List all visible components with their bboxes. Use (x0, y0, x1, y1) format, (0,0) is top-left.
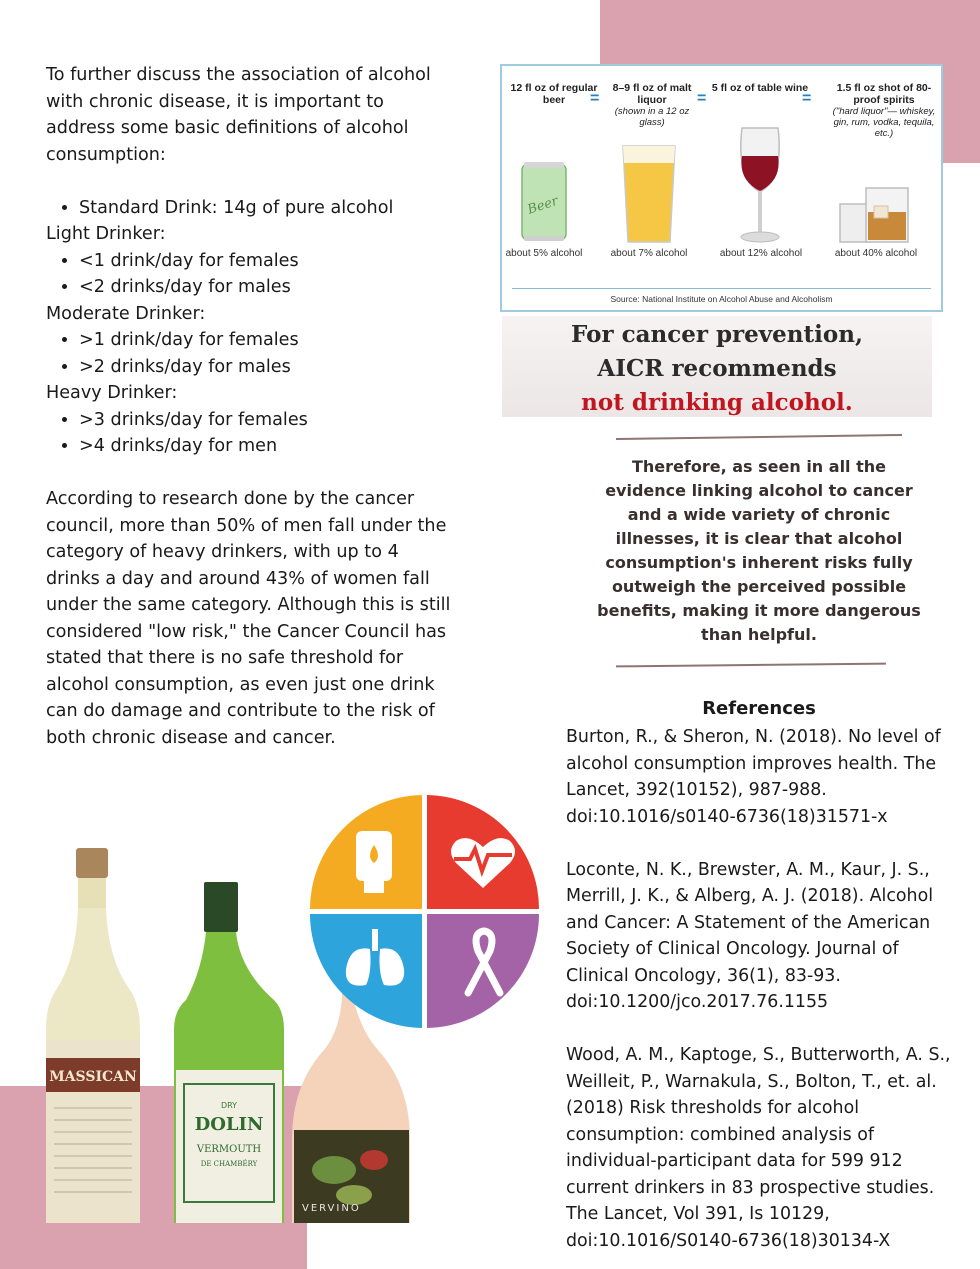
shot-glass-icon (840, 188, 908, 242)
drink-title: 12 fl oz of regular beer (510, 82, 598, 106)
vermouth-bottle-icon (174, 882, 284, 1223)
standard-drink-infographic (500, 64, 943, 312)
conclusion-paragraph: Therefore, as seen in all the evidence linking alcohol to cancer and a wide variety of chronic illnesses, it is clear that alcohol consumption's inherent risks fully outweigh the perceived possible benefits, making it more dangerous than helpful. (597, 457, 921, 644)
aicr-line-3: not drinking alcohol. (581, 389, 853, 416)
standard-drink-list (46, 195, 458, 222)
aicr-line-2: AICR recommends (597, 355, 837, 382)
source-caption: Source: National Institute on Alcohol Abuse and Alcoholism (610, 294, 833, 304)
reference-entry: Wood, A. M., Kaptoge, S., Butterworth, A. S., Weilleit, P., Warnakula, S., Bolton, T., et. al. (2018) Risk thresholds for alcohol consumption: combined analysis of individual-participant data for 599 912 current drinkers in 83 prospective studies. The Lancet, Vol 391, Is 10129, doi:10.1016/S0140-6736(18)30134-X (566, 1045, 951, 1251)
awareness-ribbon-icon (427, 914, 539, 1028)
heart-rate-icon (427, 795, 539, 909)
equals-sign: = (590, 90, 600, 107)
svg-text:DOLIN: DOLIN (194, 1114, 264, 1135)
research-paragraph: According to research done by the cancer council, more than 50% of men fall under the category of heavy drinkers, with up to 4 drinks a day and around 43% of women fall under the same category. Although this is still considered "low risk," the Cancer Council has stated that there is no safe threshold for alcohol consumption, as even just one drink can do damage and contribute to the risk of both chronic disease and cancer. (46, 489, 451, 748)
drink-title: 8–9 fl oz of malt liquor (612, 82, 692, 106)
list-item: • >4 drinks/day for men (79, 433, 458, 460)
category-heading-moderate: Moderate Drinker: (46, 303, 206, 324)
aicr-line-1: For cancer prevention, (571, 321, 863, 348)
drink-pct: about 7% alcohol (610, 248, 688, 259)
white-wine-bottle-icon (46, 848, 140, 1223)
health-quadrant-graphic (308, 793, 541, 1030)
drink-note: (shown in a 12 oz glass) (614, 106, 690, 128)
drink-note: ("hard liquor"— whiskey, gin, rum, vodka, tequila, etc.) (832, 106, 936, 139)
divider (512, 288, 931, 289)
references-heading: References (702, 698, 816, 719)
drink-pct: about 40% alcohol (834, 248, 918, 259)
list-item: • >3 drinks/day for females (79, 407, 458, 434)
list-item: • <1 drink/day for females (79, 248, 458, 275)
category-heading-light: Light Drinker: (46, 224, 166, 244)
drink-pct: about 12% alcohol (719, 248, 803, 259)
svg-text:Beer: Beer (525, 193, 561, 218)
wine-glass-icon (741, 128, 779, 242)
standard-drink-item: • Standard Drink: 14g of pure alcohol (79, 195, 458, 222)
drink-title: 1.5 fl oz shot of 80-proof spirits (836, 82, 932, 106)
reference-entry: Burton, R., & Sheron, N. (2018). No level of alcohol consumption improves health. The Lancet, 392(10152), 987-988. doi:10.1016/s0140-6736(18)31571-x (566, 727, 941, 827)
svg-text:DE CHAMBÉRY: DE CHAMBÉRY (200, 1160, 258, 1168)
list-item: • >1 drink/day for females (79, 327, 458, 354)
definitions-section (46, 62, 458, 751)
category-list-heavy (46, 407, 458, 460)
drink-illustrations (502, 66, 941, 310)
references-list (566, 724, 958, 1254)
equals-sign: = (697, 90, 707, 107)
category-list-moderate (46, 327, 458, 380)
beer-can-icon (522, 162, 566, 241)
category-heading-heavy: Heavy Drinker: (46, 383, 178, 403)
list-item: • <2 drinks/day for males (79, 274, 458, 301)
divider (616, 434, 902, 440)
drink-pct: about 5% alcohol (505, 248, 583, 259)
drink-title: 5 fl oz of table wine (711, 82, 809, 94)
glucose-meter-icon (310, 795, 422, 909)
svg-text:VERVINO: VERVINO (302, 1203, 361, 1214)
lungs-icon (310, 914, 422, 1028)
equals-sign: = (802, 90, 812, 107)
category-list-light (46, 248, 458, 301)
aicr-recommendation-banner (502, 316, 932, 417)
svg-text:DRY: DRY (220, 1101, 238, 1110)
intro-paragraph: To further discuss the association of alcohol with chronic disease, it is important to address some basic definitions of alcohol consumption: (46, 65, 431, 165)
beer-glass-icon (623, 146, 675, 242)
svg-text:VERMOUTH: VERMOUTH (196, 1144, 262, 1155)
svg-text:MASSICAN: MASSICAN (49, 1069, 137, 1085)
divider (616, 663, 886, 668)
reference-entry: Loconte, N. K., Brewster, A. M., Kaur, J. S., Merrill, J. K., & Alberg, A. J. (2018). Alcohol and Cancer: A Statement of the American Society of Clinical Oncology. Journal of Clinical Oncology, 36(1), 83-93. doi:10.1200/jco.2017.76.1155 (566, 859, 934, 1012)
list-item: • >2 drinks/day for males (79, 354, 458, 381)
